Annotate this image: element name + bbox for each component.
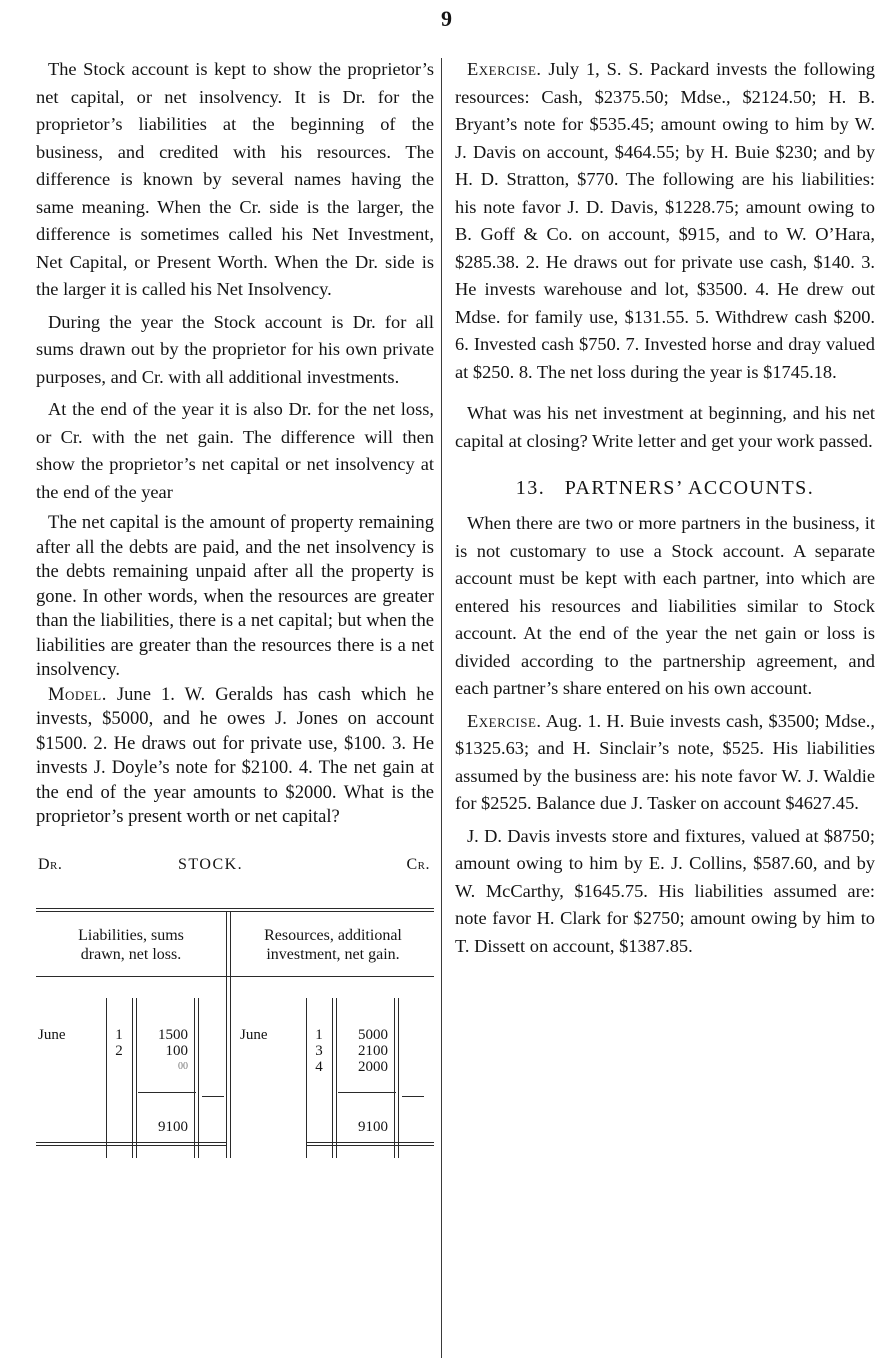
left-month: June bbox=[38, 1026, 66, 1043]
ledger-dr-label: Dr. bbox=[38, 855, 63, 873]
right-total: 9100 bbox=[358, 1118, 388, 1135]
net-capital-paragraph: The net capital is the amount of property remaining after all the debts are paid, and the net insolvency is the debts remaining unpaid after all the property is gone. In other words, when the resources are greater than the liabilities, there is a net capital; but when the liabilities are greater than the resources there is a net insolvency. bbox=[36, 512, 434, 680]
right-day-2: 3 bbox=[315, 1042, 323, 1059]
partners-paragraph: When there are two or more partners in the business, it is not customary to use a Stock account. A separate account must be kept with each partner, into which are entered his resources and liabilities similar to Stock account. At the end of the year the net gain or loss is divided according to the partnership agreement, and each partner’s share entered on his own account. bbox=[455, 513, 875, 698]
right-bottom-rule-double bbox=[306, 1145, 434, 1146]
right-day-1: 1 bbox=[315, 1026, 323, 1043]
right-sum-rule bbox=[338, 1092, 396, 1093]
right-amount-2: 2100 bbox=[358, 1042, 388, 1059]
right-dash bbox=[402, 1096, 424, 1097]
right-header-line1: Resources, additional bbox=[264, 926, 402, 944]
ledger-center-rule bbox=[226, 912, 227, 1158]
right-bottom-rule bbox=[306, 1142, 434, 1143]
ledger-cr-label: Cr. bbox=[406, 855, 430, 873]
right-day-rule-double bbox=[336, 998, 337, 1158]
left-day-1: 1 bbox=[115, 1026, 123, 1043]
left-date-rule bbox=[106, 998, 107, 1158]
model-text: June 1. W. Geralds has cash which he invests, $5000, and he owes J. Jones on account $1500. 2. He draws out for private use, $100. 3. He invests J. Doyle’s note for $2100. 4. The net gain at the end of the year amounts to $2000. What is the proprietor’s present worth or net capital? bbox=[36, 683, 434, 827]
exercise-label-2: Exercise. bbox=[467, 710, 542, 731]
exercise-packard bbox=[455, 56, 875, 386]
exercise-buie bbox=[455, 708, 875, 818]
left-amount-rule-double bbox=[198, 998, 199, 1158]
end-of-year-paragraph: At the end of the year it is also Dr. for the net loss, or Cr. with the net gain. The difference will then show the proprietor’s net capital or net insolvency at the end of the year bbox=[36, 399, 434, 502]
stock-account-paragraph: The Stock account is kept to show the proprietor’s net capital, or net insolvency. It is Dr. for the proprietor’s liabilities at the beginning of the business, and credited with his resources. The difference is known by several names having the same meaning. When the Cr. side is the larger, the difference is sometimes called his Net Investment, Net Capital, or Present Worth. When the Dr. side is the larger it is called his Net Insolvency. bbox=[36, 59, 434, 299]
left-dash bbox=[202, 1096, 224, 1097]
right-amount-rule bbox=[394, 998, 395, 1158]
page-number: 9 bbox=[441, 6, 452, 31]
exercise-buie-text: Aug. 1. H. Buie invests cash, $3500; Mdse., $1325.63; and H. Sinclair’s note, $525. His liabilities assumed by the business are: his note favor W. J. Waldie for $2525. Balance due J. Tasker on account $4627.45. bbox=[455, 710, 875, 813]
ledger-right-header bbox=[232, 926, 434, 964]
left-total: 9100 bbox=[158, 1118, 188, 1135]
ledger-title: STOCK. bbox=[178, 855, 244, 873]
section-title: PARTNERS’ ACCOUNTS. bbox=[564, 477, 815, 499]
stock-ledger bbox=[36, 856, 434, 1156]
ledger-center-rule-double bbox=[230, 912, 231, 1158]
left-sum-rule bbox=[138, 1092, 196, 1093]
exercise-packard-text: July 1, S. S. Packard invests the following resources: Cash, $2375.50; Mdse., $2124.50; H. B. Bryant’s note for $535.45; amount owing to him by W. J. Davis on account, $464.55; by H. Buie $230; and by H. D. Stratton, $770. The following are his liabilities: his note favor J. D. Davis, $1228.75; amount owing to B. Goff & Co. on account, $915, and to W. O’Hara, $285.38. 2. He draws out for private use cash, $140. 3. He invests warehouse and lot, $3500. 4. He drew out Mdse. for family use, $131.55. 5. Withdrew cash $200. 6. Invested cash $750. 7. Invested horse and dray valued at $250. 8. The net loss during the year is $1745.18. bbox=[455, 59, 875, 382]
right-column bbox=[455, 56, 875, 960]
model-paragraph bbox=[36, 683, 434, 830]
right-amount-rule-double bbox=[398, 998, 399, 1158]
left-header-line2: drawn, net loss. bbox=[80, 945, 182, 963]
left-day-rule bbox=[132, 998, 133, 1158]
ledger-header-rule bbox=[36, 976, 434, 977]
left-amount-rule bbox=[194, 998, 195, 1158]
right-day-rule bbox=[332, 998, 333, 1158]
right-amount-1: 5000 bbox=[358, 1026, 388, 1043]
right-header-line2: investment, net gain. bbox=[266, 945, 400, 963]
model-label: Model. bbox=[48, 683, 107, 705]
question-paragraph: What was his net investment at beginning, and his net capital at closing? Write letter and get your work passed. bbox=[455, 403, 875, 451]
ledger-left-header bbox=[36, 926, 226, 964]
left-day-2: 2 bbox=[115, 1042, 123, 1059]
left-header-line1: Liabilities, sums bbox=[78, 926, 184, 944]
right-day-3: 4 bbox=[315, 1058, 323, 1075]
left-bottom-rule bbox=[36, 1142, 226, 1143]
left-amount-3: 00 bbox=[178, 1060, 188, 1072]
davis-paragraph: J. D. Davis invests store and fixtures, valued at $8750; amount owing to him by E. J. Collins, $587.60, and by W. McCarthy, $1645.75. His liabilities assumed are: note favor H. Clark for $2750; amount owing by him to T. Dissett on account, $1387.85. bbox=[455, 825, 875, 956]
left-amount-1: 1500 bbox=[158, 1026, 188, 1043]
right-amount-3: 2000 bbox=[358, 1058, 388, 1075]
left-amount-2: 100 bbox=[165, 1042, 188, 1059]
section-number: 13. bbox=[515, 477, 546, 499]
left-day-rule-double bbox=[136, 998, 137, 1158]
during-year-paragraph: During the year the Stock account is Dr. for all sums drawn out by the proprietor for his own private purposes, and Cr. with all additional investments. bbox=[36, 311, 434, 387]
right-month: June bbox=[240, 1026, 268, 1043]
right-date-rule bbox=[306, 998, 307, 1158]
left-bottom-rule-double bbox=[36, 1145, 226, 1146]
ledger-top-rule-double bbox=[36, 911, 434, 912]
ledger-top-rule bbox=[36, 908, 434, 909]
left-column bbox=[36, 56, 434, 1156]
section-heading bbox=[455, 477, 875, 500]
column-divider bbox=[441, 58, 442, 1358]
exercise-label: Exercise. bbox=[467, 59, 542, 79]
